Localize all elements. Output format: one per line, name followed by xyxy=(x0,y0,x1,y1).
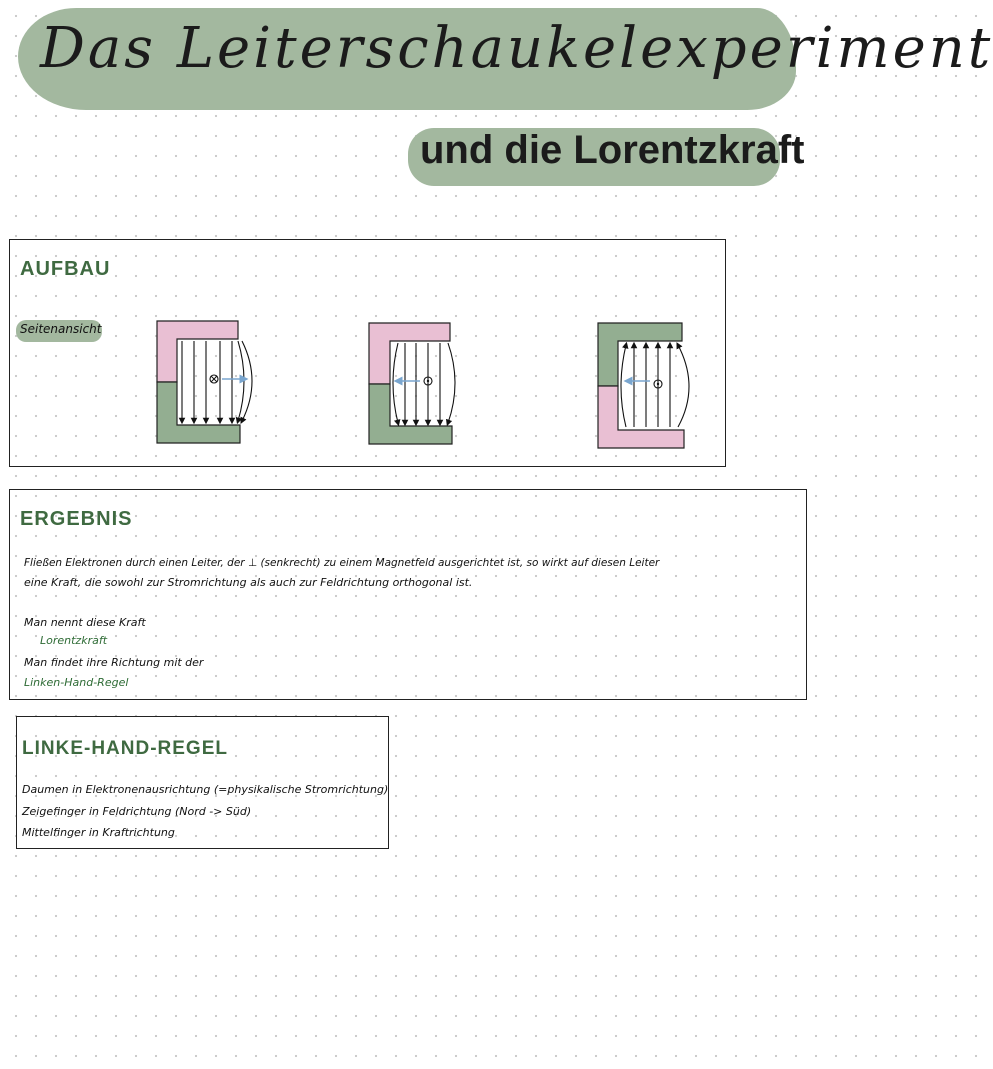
linke-hand-regel-term: Linken-Hand-Regel xyxy=(24,676,129,689)
magnet-bottom-pink xyxy=(598,386,684,448)
regel-line-1: Daumen in Elektronenausrichtung (=physikalische Stromrichtung) xyxy=(22,783,389,796)
diagram-3 xyxy=(598,323,689,448)
diagram-1 xyxy=(157,321,252,443)
side-view-label: Seitenansicht xyxy=(20,322,102,336)
diagram-2 xyxy=(369,323,455,444)
regel-heading: LINKE-HAND-REGEL xyxy=(22,738,228,759)
page-title: Das Leiterschaukelexperiment xyxy=(40,16,993,81)
magnet-top-pink xyxy=(369,323,450,384)
ergebnis-text-line-1: Fließen Elektronen durch einen Leiter, der ⊥ (senkrecht) zu einem Magnetfeld ausgerichtet ist, so wirkt auf diesen Leiter xyxy=(24,557,660,569)
ergebnis-heading: ERGEBNIS xyxy=(20,508,133,530)
magnet-bottom-green xyxy=(157,382,240,443)
aufbau-heading: AUFBAU xyxy=(20,258,111,280)
ergebnis-text-line-2: eine Kraft, die sowohl zur Stromrichtung als auch zur Feldrichtung orthogonal ist. xyxy=(24,576,473,589)
ergebnis-text-line-3: Man nennt diese Kraft xyxy=(24,616,146,629)
lorentzkraft-term: Lorentzkraft xyxy=(40,634,108,647)
ergebnis-text-line-5: Man findet ihre Richtung mit der xyxy=(24,656,204,669)
regel-line-2: Zeigefinger in Feldrichtung (Nord -> Süd) xyxy=(22,805,252,818)
regel-line-3: Mittelfinger in Kraftrichtung xyxy=(22,826,175,839)
page-subtitle: und die Lorentzkraft xyxy=(420,128,805,172)
magnet-top-green xyxy=(598,323,682,386)
magnet-top-pink xyxy=(157,321,238,382)
